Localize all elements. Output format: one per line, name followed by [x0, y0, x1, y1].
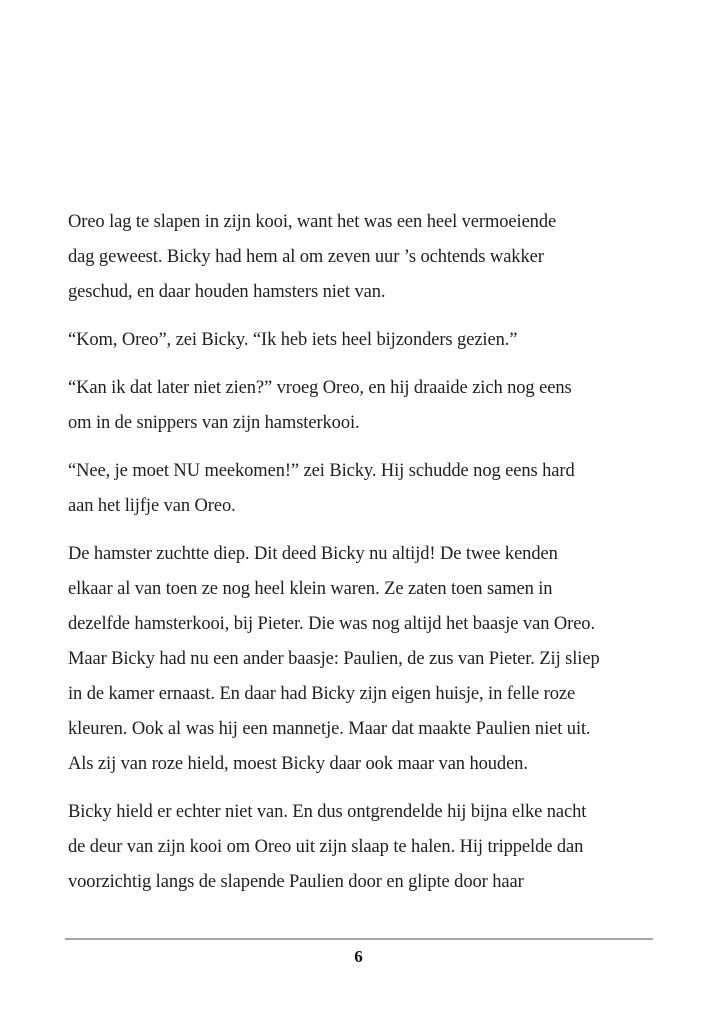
paragraph	[68, 371, 668, 441]
text-line: dag geweest. Bicky had hem al om zeven uur ’s ochtends wakker	[68, 247, 544, 267]
text-line: “Nee, je moet NU meekomen!” zei Bicky. Hij schudde nog eens hard	[68, 461, 575, 481]
text-line: “Kom, Oreo”, zei Bicky. “Ik heb iets heel bijzonders gezien.”	[68, 330, 518, 350]
text-line: Maar Bicky had nu een ander baasje: Paulien, de zus van Pieter. Zij sliep	[68, 649, 600, 669]
paragraph	[68, 537, 668, 782]
text-line: dezelfde hamsterkooi, bij Pieter. Die was nog altijd het baasje van Oreo.	[68, 614, 595, 634]
paragraph	[68, 795, 668, 900]
text-line: om in de snippers van zijn hamsterkooi.	[68, 413, 360, 433]
text-line: geschud, en daar houden hamsters niet van.	[68, 282, 386, 302]
paragraph	[68, 454, 668, 524]
text-line: kleuren. Ook al was hij een mannetje. Maar dat maakte Paulien niet uit.	[68, 719, 591, 739]
text-line: Bicky hield er echter niet van. En dus ontgrendelde hij bijna elke nacht	[68, 802, 587, 822]
paragraph	[68, 205, 668, 310]
text-line: de deur van zijn kooi om Oreo uit zijn slaap te halen. Hij trippelde dan	[68, 837, 584, 857]
text-line: De hamster zuchtte diep. Dit deed Bicky nu altijd! De twee kenden	[68, 544, 558, 564]
text-line: Oreo lag te slapen in zijn kooi, want het was een heel vermoeiende	[68, 212, 557, 232]
body-text	[68, 205, 668, 913]
text-line: elkaar al van toen ze nog heel klein waren. Ze zaten toen samen in	[68, 579, 553, 599]
text-line: “Kan ik dat later niet zien?” vroeg Oreo, en hij draaide zich nog eens	[68, 378, 572, 398]
text-line: Als zij van roze hield, moest Bicky daar ook maar van houden.	[68, 754, 528, 774]
footer-divider	[65, 938, 653, 940]
text-line: voorzichtig langs de slapende Paulien door en glipte door haar	[68, 872, 524, 892]
paragraph	[68, 323, 668, 358]
text-line: in de kamer ernaast. En daar had Bicky zijn eigen huisje, in felle roze	[68, 684, 576, 704]
page-number: 6	[354, 947, 363, 966]
text-line: aan het lijfje van Oreo.	[68, 496, 236, 516]
